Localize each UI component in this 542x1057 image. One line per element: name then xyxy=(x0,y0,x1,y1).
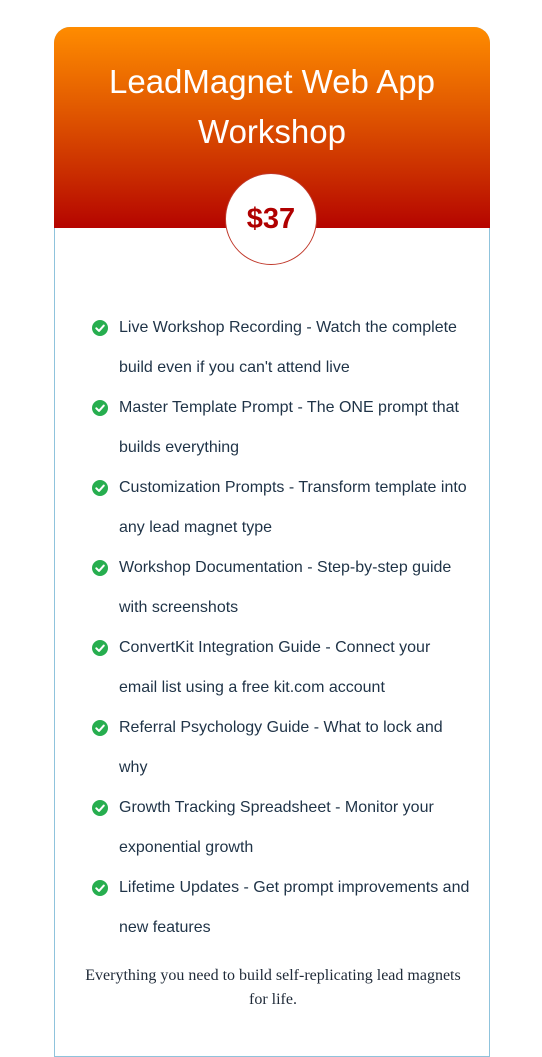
check-circle-icon xyxy=(92,880,108,896)
check-circle-icon xyxy=(92,320,108,336)
price-badge xyxy=(225,173,317,265)
feature-text: Master Template Prompt - The ONE prompt that builds everything xyxy=(119,399,459,456)
feature-item xyxy=(91,868,471,948)
feature-item xyxy=(91,308,471,388)
feature-text: Growth Tracking Spreadsheet - Monitor your exponential growth xyxy=(119,799,434,856)
product-title-line2: Workshop xyxy=(198,113,346,150)
feature-text: Lifetime Updates - Get prompt improvements and new features xyxy=(119,879,470,936)
feature-item xyxy=(91,628,471,708)
feature-text: Customization Prompts - Transform template into any lead magnet type xyxy=(119,479,467,536)
feature-list xyxy=(91,308,471,948)
feature-text: Workshop Documentation - Step-by-step guide with screenshots xyxy=(119,559,452,616)
feature-item xyxy=(91,388,471,468)
feature-text: Referral Psychology Guide - What to lock and why xyxy=(119,719,443,776)
footer-tagline: Everything you need to build self-replicating lead magnets for life. xyxy=(85,967,461,1008)
check-circle-icon xyxy=(92,560,108,576)
feature-item xyxy=(91,708,471,788)
pricing-card xyxy=(54,27,490,1057)
check-circle-icon xyxy=(92,720,108,736)
feature-item xyxy=(91,468,471,548)
check-circle-icon xyxy=(92,640,108,656)
feature-text: Live Workshop Recording - Watch the complete build even if you can't attend live xyxy=(119,319,457,376)
product-title xyxy=(54,57,490,157)
product-title-line1: LeadMagnet Web App xyxy=(109,63,435,100)
price-value: $37 xyxy=(246,202,296,235)
feature-item xyxy=(91,548,471,628)
check-circle-icon xyxy=(92,480,108,496)
feature-text: ConvertKit Integration Guide - Connect your email list using a free kit.com account xyxy=(119,639,431,696)
check-circle-icon xyxy=(92,400,108,416)
feature-item xyxy=(91,788,471,868)
check-circle-icon xyxy=(92,800,108,816)
